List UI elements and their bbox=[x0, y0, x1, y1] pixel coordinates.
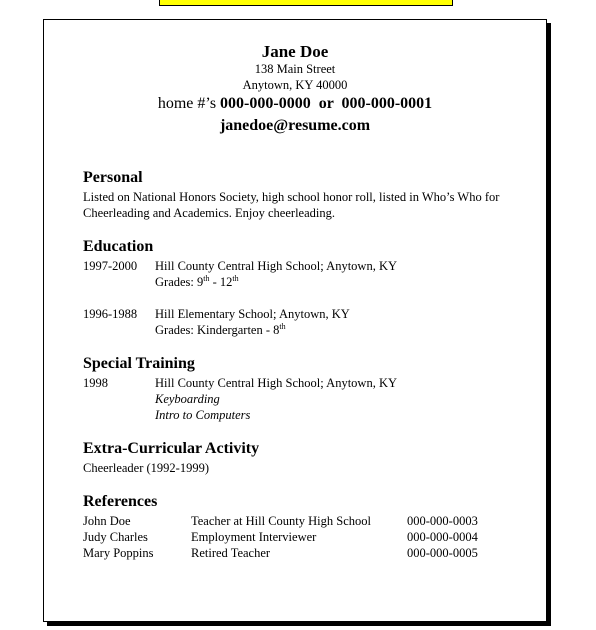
grades-2-sup: th bbox=[279, 321, 286, 331]
grades-1-prefix: Grades: 9 bbox=[155, 275, 204, 289]
grades-1-sup-end: th bbox=[232, 273, 239, 283]
yellow-title-bar bbox=[159, 0, 453, 6]
reference-role-3: Retired Teacher bbox=[191, 546, 271, 560]
reference-name-3: Mary Poppins bbox=[83, 546, 154, 560]
reference-phone-1: 000-000-0003 bbox=[407, 514, 478, 528]
city-state-zip: Anytown, KY 40000 bbox=[242, 78, 348, 92]
reference-role-1: Teacher at Hill County High School bbox=[191, 514, 371, 528]
section-heading-activity: Extra-Curricular Activity bbox=[83, 440, 260, 457]
training-course-2: Intro to Computers bbox=[155, 408, 251, 422]
phone-home-1: 000-000-0000 bbox=[220, 95, 311, 112]
street-address: 138 Main Street bbox=[254, 62, 336, 76]
training-year: 1998 bbox=[83, 376, 108, 390]
section-heading-education: Education bbox=[83, 238, 154, 255]
education-grades-2 bbox=[155, 322, 286, 338]
education-grades-1 bbox=[155, 274, 239, 290]
training-course-1: Keyboarding bbox=[155, 392, 220, 406]
resume-page bbox=[43, 19, 547, 622]
applicant-name: Jane Doe bbox=[261, 42, 329, 61]
training-school: Hill County Central High School; Anytown, KY bbox=[155, 376, 398, 390]
personal-text: Listed on National Honors Society, high school honor roll, listed in Who’s Who for Cheerleading and Academics. Enjoy cheerleading. bbox=[83, 190, 500, 220]
phone-line bbox=[44, 95, 546, 113]
grades-2-prefix: Grades: Kindergarten - 8 bbox=[155, 323, 280, 337]
education-school-1: Hill County Central High School; Anytown, KY bbox=[155, 259, 398, 273]
section-heading-references: References bbox=[83, 493, 158, 510]
reference-name-1: John Doe bbox=[83, 514, 131, 528]
education-years-2: 1996-1988 bbox=[83, 307, 138, 321]
email-address: janedoe@resume.com bbox=[219, 117, 371, 134]
reference-role-2: Employment Interviewer bbox=[191, 530, 317, 544]
section-heading-training: Special Training bbox=[83, 355, 195, 372]
section-heading-personal: Personal bbox=[83, 169, 143, 186]
phone-or: or bbox=[310, 95, 342, 112]
education-years-1: 1997-2000 bbox=[83, 259, 138, 273]
education-school-2: Hill Elementary School; Anytown, KY bbox=[155, 307, 350, 321]
reference-name-2: Judy Charles bbox=[83, 530, 148, 544]
phone-home-2: 000-000-0001 bbox=[341, 95, 433, 112]
reference-phone-3: 000-000-0005 bbox=[407, 546, 478, 560]
phone-prefix: home #’s bbox=[157, 95, 221, 112]
grades-1-sup-start: th bbox=[203, 273, 210, 283]
reference-phone-2: 000-000-0004 bbox=[407, 530, 478, 544]
activity-text: Cheerleader (1992-1999) bbox=[83, 461, 209, 475]
grades-1-mid: - 12 bbox=[209, 275, 233, 289]
